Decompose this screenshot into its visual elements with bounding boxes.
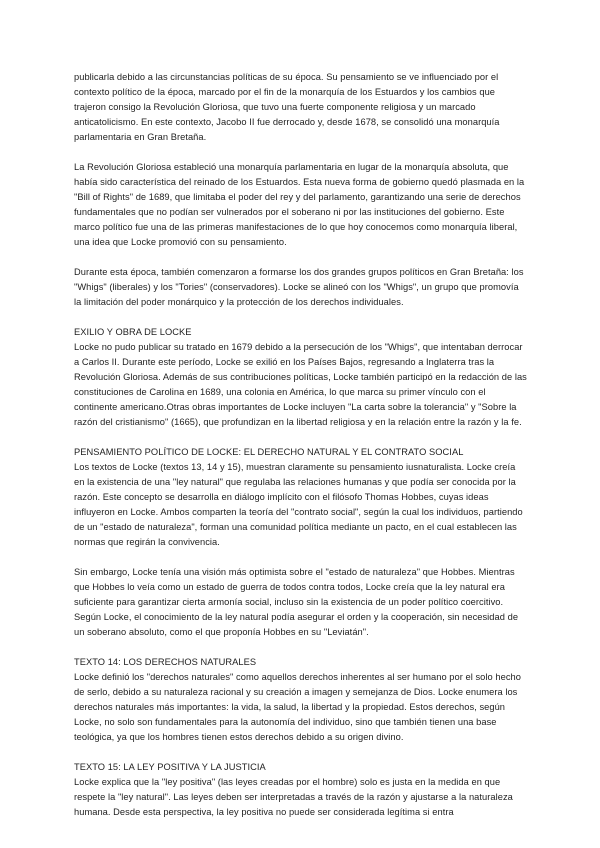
- section-heading: TEXTO 14: LOS DERECHOS NATURALES: [74, 657, 257, 667]
- paragraph: Los textos de Locke (textos 13, 14 y 15), muestran claramente su pensamiento iusnaturalista. Locke creía en la existencia de una "ley natural" que regulaba las relaciones humanas y que podía ser conocida por la razón. Este concepto se desarrolla en diálogo implícito con el filósofo Thomas Hobbes, cuyas ideas influyeron en Locke. Ambos comparten la teoría del "contrato social", según la cual los individuos, partiendo de un "estado de naturaleza", forman una comunidad política mediante un pacto, en el cual establecen las normas que regirán la convivencia.: [74, 462, 523, 547]
- section-heading: TEXTO 15: LA LEY POSITIVA Y LA JUSTICIA: [74, 762, 266, 772]
- section-texto-14: [74, 655, 528, 745]
- section-heading: PENSAMIENTO POLÍTICO DE LOCKE: EL DERECHO NATURAL Y EL CONTRATO SOCIAL: [74, 447, 464, 457]
- paragraph: Locke no pudo publicar su tratado en 1679 debido a la persecución de los "Whigs", que intentaban derrocar a Carlos II. Durante este período, Locke se exilió en los Países Bajos, regresando a Inglaterra tras la Revolución Gloriosa. Además de sus contribuciones políticas, Locke también participó en la redacción de las constituciones de Carolina en 1689, una colonia en América, lo que marca su primer vínculo con el continente americano.Otras obras importantes de Locke incluyen "La carta sobre la tolerancia" y "Sobre la razón del cristianismo" (1665), que profundizan en la libertad religiosa y en la relación entre la razón y la fe.: [74, 342, 527, 427]
- section-exilio: [74, 325, 528, 430]
- paragraph: publicarla debido a las circunstancias políticas de su época. Su pensamiento se ve influenciado por el contexto político de la época, marcado por el fin de la monarquía de los Estuardos y los cambios que trajeron consigo la Revolución Gloriosa, que tuvo una fuerte componente religiosa y un marcado anticatolicismo. En este contexto, Jacobo II fue derrocado y, desde 1678, se consolidó una monarquía parlamentaria en Gran Bretaña.: [74, 72, 500, 142]
- paragraph: Locke explica que la "ley positiva" (las leyes creadas por el hombre) solo es justa en la medida en que respete la "ley natural". Las leyes deben ser interpretadas a través de la razón y ajustarse a la naturaleza humana. Desde esta perspectiva, la ley positiva no puede ser considerada legítima si entra: [74, 777, 513, 817]
- paragraph: Sin embargo, Locke tenía una visión más optimista sobre el "estado de naturaleza" que Hobbes. Mientras que Hobbes lo veía como un estado de guerra de todos contra todos, Locke creía que la ley natural era suficiente para garantizar cierta armonía social, incluso sin la existencia de un poder político coercitivo. Según Locke, el conocimiento de la ley natural podía asegurar el orden y la cooperación, sin necesidad de un soberano absoluto, como el que proponía Hobbes en su "Leviatán".: [74, 567, 519, 637]
- section-texto-15: [74, 760, 528, 820]
- paragraph: Locke definió los "derechos naturales" como aquellos derechos inherentes al ser humano por el solo hecho de serlo, debido a su naturaleza racional y su creación a imagen y semejanza de Dios. Locke enumera los derechos naturales más importantes: la vida, la salud, la libertad y la propiedad. Estos derechos, según Locke, no solo son fundamentales para la autonomía del individuo, sino que también tienen una base teológica, ya que los hombres tienen estos derechos debido a su origen divino.: [74, 672, 521, 742]
- paragraph: Durante esta época, también comenzaron a formarse los dos grandes grupos políticos en Gran Bretaña: los "Whigs" (liberales) y los "Tories" (conservadores). Locke se alineó con los "Whigs", un grupo que promovía la limitación del poder monárquico y la protección de los derechos individuales.: [74, 267, 524, 307]
- section-pensamiento: [74, 445, 528, 640]
- section-heading: EXILIO Y OBRA DE LOCKE: [74, 327, 192, 337]
- paragraph: La Revolución Gloriosa estableció una monarquía parlamentaria en lugar de la monarquía absoluta, que había sido característica del reinado de los Estuardos. Esta nueva forma de gobierno quedó plasmada en la "Bill of Rights" de 1689, que limitaba el poder del rey y del parlamento, garantizando una serie de derechos fundamentales que no podían ser vulnerados por el soberano ni por las instituciones del gobierno. Este marco político fue una de las primeras manifestaciones de lo que hoy conocemos como monarquía liberal, una idea que Locke promovió con su pensamiento.: [74, 162, 525, 247]
- intro-section: [74, 70, 528, 310]
